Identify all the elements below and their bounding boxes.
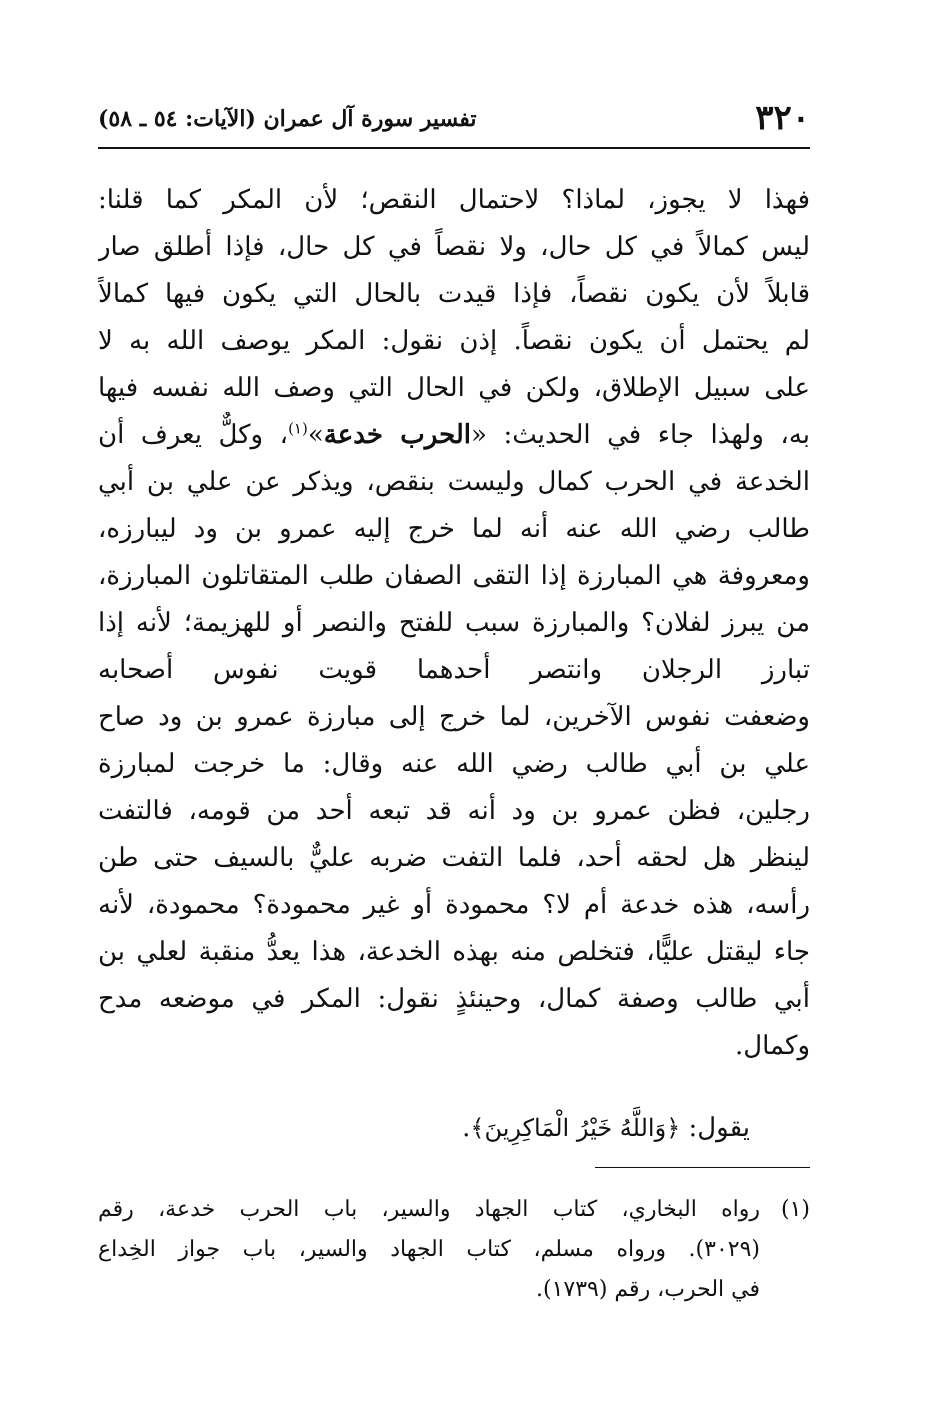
verse-intro: يقول: bbox=[680, 1113, 750, 1143]
text-line: على سبيل الإطلاق، ولكن في الحال التي وصف الله نفسه فيها bbox=[98, 373, 810, 403]
footnote-divider bbox=[595, 1167, 810, 1168]
hadith-quote: الحرب خدعة bbox=[323, 420, 472, 450]
verse-close-bracket: ﴾ bbox=[470, 1114, 485, 1142]
text-line: لينظر هل لحقه أحد، فلما التفت ضربه عليٌّ بالسيف حتى طن bbox=[98, 843, 810, 873]
running-title: تفسير سورة آل عمران (الآيات: ٥٤ ـ ٥٨) bbox=[98, 106, 477, 132]
text-line: طالب رضي الله عنه أنه لما خرج إليه عمرو بن ود ليبارزه، bbox=[98, 514, 810, 544]
footnote-line: في الحرب، رقم (١٧٣٩). bbox=[535, 1277, 760, 1302]
text-line: ومعروفة هي المبارزة إذا التقى الصفان طلب المتقاتلون المبارزة، bbox=[98, 561, 810, 591]
verse-quote bbox=[462, 1108, 750, 1148]
verse-end: . bbox=[462, 1113, 471, 1143]
verse-open-bracket: ﴿ bbox=[666, 1114, 681, 1142]
hadith-line bbox=[98, 412, 810, 459]
text-line: قابلاً لأن يكون نقصاً، فإذا قيدت بالحال التي يكون فيها كمالاً bbox=[98, 279, 810, 309]
footnote-line bbox=[98, 1190, 810, 1230]
text-line: جاء ليقتل عليًّا، فتخلص منه بهذه الخدعة، هذا يعدُّ منقبة لعلي بن bbox=[98, 937, 810, 967]
page-number: ٣٢٠ bbox=[755, 98, 810, 138]
text-line: أبي طالب وصفة كمال، وحينئذٍ نقول: المكر في موضعه مدح bbox=[98, 984, 810, 1014]
page-header bbox=[98, 98, 810, 142]
text-line: من يبرز لفلان؟ والمبارزة سبب للفتح والنصر أو للهزيمة؛ لأنه إذا bbox=[98, 608, 810, 638]
text-line: وكمال. bbox=[734, 1031, 810, 1061]
main-text bbox=[98, 177, 810, 1070]
text-line: فهذا لا يجوز، لماذا؟ لاحتمال النقص؛ لأن المكر كما قلنا: bbox=[98, 185, 810, 215]
text-line: تبارز الرجلان وانتصر أحدهما قويت نفوس أصحابه bbox=[98, 655, 810, 685]
footnotes bbox=[98, 1190, 810, 1310]
footnote-line: (٣٠٢٩). ورواه مسلم، كتاب الجهاد والسير، باب جواز الخِداع bbox=[98, 1237, 760, 1262]
footnote-reference[interactable]: (١) bbox=[288, 419, 308, 438]
text-line: وضعفت نفوس الآخرين، لما خرج إلى مبارزة عمرو بن ود صاح bbox=[98, 702, 810, 732]
text-line: ليس كمالاً في كل حال، ولا نقصاً في كل حال، فإذا أطلق صار bbox=[98, 232, 810, 262]
text-line: الخدعة في الحرب كمال وليست بنقص، ويذكر عن علي بن أبي bbox=[98, 467, 810, 497]
text-line: علي بن أبي طالب رضي الله عنه وقال: ما خرجت لمبارزة bbox=[98, 749, 810, 779]
verse-text: وَاللَّهُ خَيْرُ الْمَاكِرِينَ bbox=[484, 1114, 667, 1142]
footnote-text: رواه البخاري، كتاب الجهاد والسير، باب الحرب خدعة، رقم bbox=[98, 1197, 760, 1222]
hadith-intro: به، ولهذا جاء في الحديث: « bbox=[471, 420, 810, 450]
footnote-number: (١) bbox=[780, 1197, 810, 1222]
hadith-quote-close: » bbox=[307, 420, 324, 450]
text-line: رأسه، هذه خدعة أم لا؟ محمودة أو غير محمودة؟ محمودة، لأنه bbox=[98, 890, 810, 920]
text-line: رجلين، فظن عمرو بن ود أنه قد تبعه أحد من قومه، فالتفت bbox=[98, 796, 810, 826]
text-line: لم يحتمل أن يكون نقصاً. إذن نقول: المكر يوصف الله به لا bbox=[98, 326, 810, 356]
hadith-after: ، وكلٌّ يعرف أن bbox=[98, 420, 289, 450]
header-divider bbox=[98, 147, 810, 149]
